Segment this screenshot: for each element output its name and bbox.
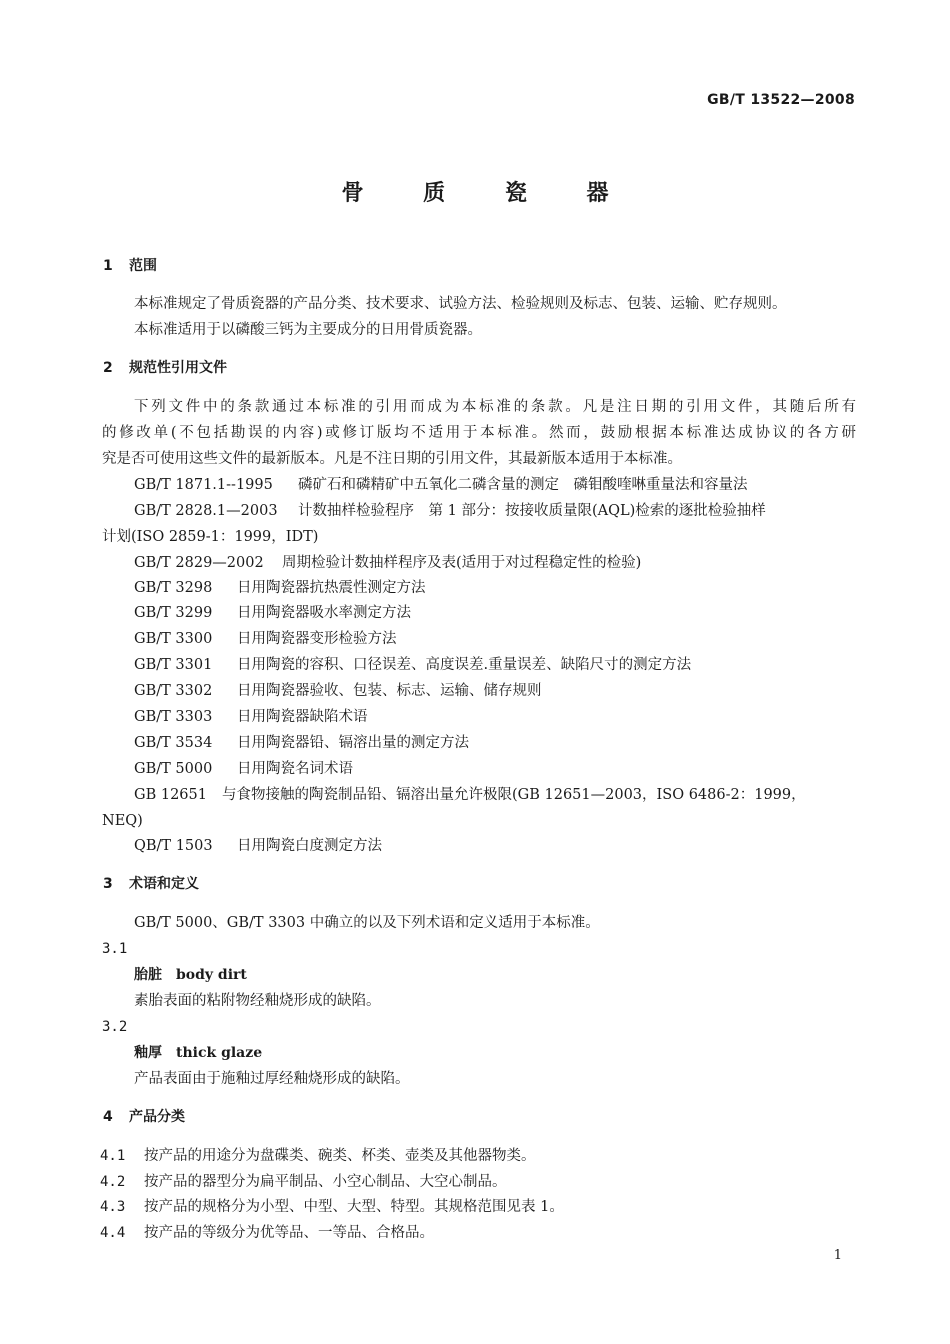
reference-item bbox=[134, 681, 542, 701]
term-entry bbox=[134, 965, 247, 985]
paragraph-line: 下列文件中的条款通过本标准的引用而成为本标准的条款。凡是注日期的引用文件，其随后所有 bbox=[134, 399, 856, 415]
reference-item bbox=[134, 707, 368, 727]
reference-item bbox=[134, 655, 691, 675]
reference-title: 日用陶瓷器缺陷术语 bbox=[237, 709, 368, 725]
reference-item bbox=[134, 759, 353, 779]
reference-title: 周期检验计数抽样程序及表(适用于对过程稳定性的检验) bbox=[282, 555, 642, 571]
reference-item bbox=[134, 475, 748, 495]
reference-title: 日用陶瓷的容积、口径误差、高度误差.重量误差、缺陷尺寸的测定方法 bbox=[237, 657, 692, 673]
reference-title: 日用陶瓷白度测定方法 bbox=[237, 838, 382, 854]
section-number: 2 bbox=[103, 360, 113, 376]
clause-number: 3.1 bbox=[102, 941, 128, 957]
paragraph: 本标准规定了骨质瓷器的产品分类、技术要求、试验方法、检验规则及标志、包装、运输、贮存规则。 bbox=[134, 296, 787, 312]
section-number: 4 bbox=[103, 1109, 113, 1125]
reference-item bbox=[134, 553, 641, 573]
section-3-heading bbox=[103, 874, 199, 894]
clause-text: 按产品的用途分为盘碟类、碗类、杯类、壶类及其他器物类。 bbox=[144, 1148, 536, 1164]
reference-title: 日用陶瓷器抗热震性测定方法 bbox=[237, 580, 426, 596]
reference-continuation: NEQ) bbox=[102, 813, 143, 829]
reference-title: 日用陶瓷器变形检验方法 bbox=[237, 631, 397, 647]
reference-code: GB/T 1871.1--1995 bbox=[134, 477, 273, 493]
reference-item bbox=[134, 785, 806, 805]
clause-number: 4.4 bbox=[100, 1225, 126, 1241]
reference-title: 日用陶瓷名词术语 bbox=[237, 761, 353, 777]
clause-number: 4.1 bbox=[100, 1148, 126, 1164]
section-number: 1 bbox=[103, 258, 113, 274]
reference-title: 磷矿石和磷精矿中五氧化二磷含量的测定 磷钼酸喹啉重量法和容量法 bbox=[298, 477, 748, 493]
paragraph: GB/T 5000、GB/T 3303 中确立的以及下列术语和定义适用于本标准。 bbox=[134, 915, 600, 931]
section-4-heading bbox=[103, 1107, 185, 1127]
clause-text: 按产品的等级分为优等品、一等品、合格品。 bbox=[144, 1225, 434, 1241]
section-title: 规范性引用文件 bbox=[129, 360, 227, 376]
reference-item bbox=[134, 629, 397, 649]
term-entry bbox=[134, 1043, 262, 1063]
reference-code: GB/T 3300 bbox=[134, 631, 213, 647]
section-number: 3 bbox=[103, 876, 113, 892]
document-title: 骨 质 瓷 器 bbox=[341, 181, 635, 206]
standard-number: GB/T 13522—2008 bbox=[707, 92, 855, 108]
reference-code: GB/T 3534 bbox=[134, 735, 213, 751]
reference-title: 日用陶瓷器验收、包装、标志、运输、储存规则 bbox=[237, 683, 542, 699]
section-1-heading bbox=[103, 256, 157, 276]
paragraph-line: 究是否可使用这些文件的最新版本。凡是不注日期的引用文件，其最新版本适用于本标准。 bbox=[102, 451, 682, 467]
term-chinese: 胎脏 bbox=[134, 967, 162, 983]
reference-code: GB/T 3298 bbox=[134, 580, 213, 596]
clause-number: 4.3 bbox=[100, 1199, 126, 1215]
reference-title: 日用陶瓷器铅、镉溶出量的测定方法 bbox=[237, 735, 469, 751]
paragraph: 本标准适用于以磷酸三钙为主要成分的日用骨质瓷器。 bbox=[134, 322, 482, 338]
reference-code: GB/T 3299 bbox=[134, 605, 213, 621]
term-definition: 产品表面由于施釉过厚经釉烧形成的缺陷。 bbox=[134, 1071, 410, 1087]
term-chinese: 釉厚 bbox=[134, 1045, 162, 1061]
clause-number: 4.2 bbox=[100, 1174, 126, 1190]
section-title: 术语和定义 bbox=[129, 876, 199, 892]
reference-item bbox=[134, 501, 766, 521]
reference-code: GB/T 2828.1—2003 bbox=[134, 503, 278, 519]
clause-text: 按产品的规格分为小型、中型、大型、特型。其规格范围见表 1。 bbox=[144, 1199, 564, 1215]
paragraph-line: 的修改单(不包括勘误的内容)或修订版均不适用于本标准。然而，鼓励根据本标准达成协议的各方研 bbox=[102, 425, 856, 441]
reference-code: GB/T 3303 bbox=[134, 709, 213, 725]
reference-title: 计数抽样检验程序 第 1 部分：按接收质量限(AQL)检索的逐批检验抽样 bbox=[298, 503, 766, 519]
reference-title: 日用陶瓷器吸水率测定方法 bbox=[237, 605, 411, 621]
term-definition: 素胎表面的粘附物经釉烧形成的缺陷。 bbox=[134, 993, 381, 1009]
clause-item bbox=[100, 1223, 434, 1243]
term-english: body dirt bbox=[176, 967, 247, 983]
clause-item bbox=[100, 1197, 564, 1217]
reference-continuation: 计划(ISO 2859-1：1999，IDT) bbox=[102, 529, 319, 545]
clause-item bbox=[100, 1172, 507, 1192]
reference-title: 与食物接触的陶瓷制品铅、镉溶出量允许极限(GB 12651—2003，ISO 6486-2：1999， bbox=[222, 787, 806, 803]
page-number: 1 bbox=[833, 1248, 842, 1263]
reference-code: GB/T 3301 bbox=[134, 657, 213, 673]
section-title: 产品分类 bbox=[129, 1109, 185, 1125]
reference-item bbox=[134, 603, 411, 623]
clause-number: 3.2 bbox=[102, 1019, 128, 1035]
reference-code: QB/T 1503 bbox=[134, 838, 213, 854]
reference-item bbox=[134, 733, 469, 753]
reference-code: GB 12651 bbox=[134, 787, 207, 803]
clause-item bbox=[100, 1146, 536, 1166]
section-title: 范围 bbox=[129, 258, 157, 274]
reference-code: GB/T 3302 bbox=[134, 683, 213, 699]
reference-code: GB/T 2829—2002 bbox=[134, 555, 264, 571]
reference-item bbox=[134, 836, 382, 856]
section-2-heading bbox=[103, 358, 227, 378]
clause-text: 按产品的器型分为扁平制品、小空心制品、大空心制品。 bbox=[144, 1174, 507, 1190]
term-english: thick glaze bbox=[176, 1045, 263, 1061]
reference-code: GB/T 5000 bbox=[134, 761, 213, 777]
reference-item bbox=[134, 578, 426, 598]
